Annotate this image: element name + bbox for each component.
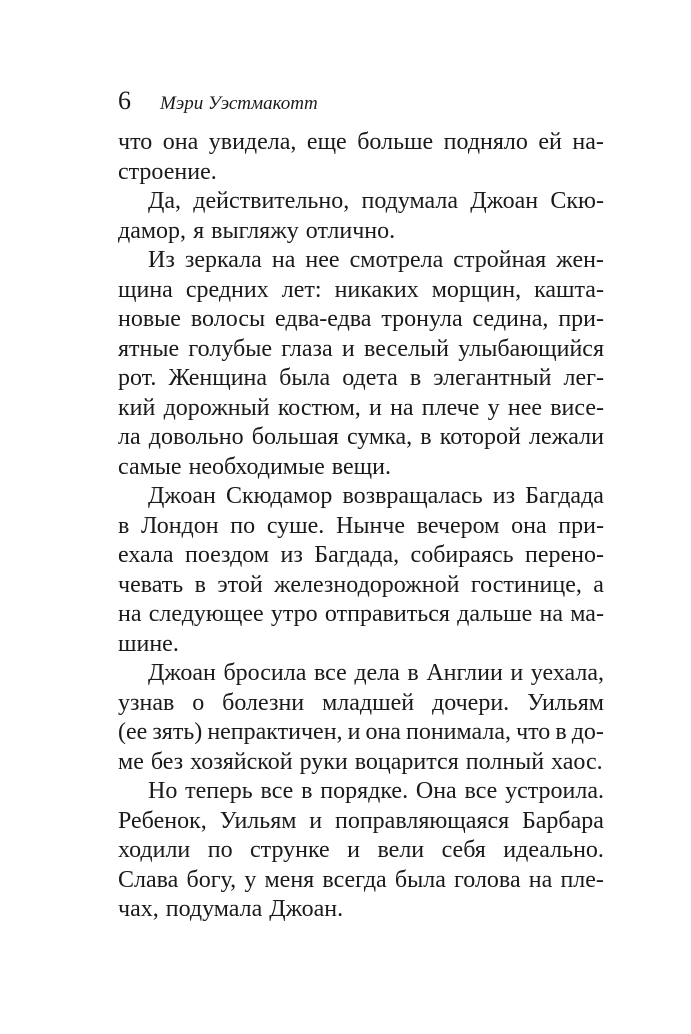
text-line: в Лондон по суше. Нынче вечером она при-	[118, 512, 604, 539]
text-line: на следующее утро отправиться дальше на ма-	[118, 601, 604, 627]
text-line: чах, подумала Джоан.	[118, 896, 344, 922]
running-header	[118, 86, 604, 128]
text-line: ятные голубые глаза и веселый улыбающийся	[118, 335, 604, 362]
text-line: шине.	[118, 630, 179, 657]
text-line: строение.	[118, 158, 217, 185]
text-line: Джоан Скюдамор возвращалась из Багдада	[148, 483, 604, 509]
text-line: узнав о болезни младшей дочери. Уильям	[118, 689, 604, 716]
text-line: новые волосы едва-едва тронула седина, при-	[118, 306, 604, 332]
text-line: рот. Женщина была одета в элегантный лег-	[118, 365, 604, 391]
text-line: ходили по струнке и вели себя идеально.	[118, 837, 604, 863]
text-line: самые необходимые вещи.	[118, 453, 391, 480]
running-header-author: Мэри Уэстмакотт	[160, 93, 318, 114]
text-line: Но теперь все в порядке. Она все устроила.	[148, 778, 604, 804]
text-line: чевать в этой железнодорожной гостинице, а	[118, 571, 604, 598]
text-line: дамор, я выгляжу отлично.	[118, 217, 396, 244]
text-line: Слава богу, у меня всегда была голова на пле-	[118, 866, 604, 893]
body-text	[118, 128, 604, 925]
text-line: ме без хозяйской руки воцарится полный хаос.	[118, 748, 603, 775]
text-line: Да, действительно, подумала Джоан Скю-	[148, 188, 604, 214]
text-line: (ее зять) непрактичен, и она понимала, что в до-	[118, 719, 604, 745]
text-line: Джоан бросила все дела в Англии и уехала,	[148, 660, 604, 686]
text-line: ехала поездом из Багдада, собираясь перено-	[118, 542, 604, 568]
text-line: ла довольно большая сумка, в которой лежали	[118, 424, 604, 450]
book-page	[118, 86, 604, 925]
page-number: 6	[118, 86, 131, 115]
text-line: кий дорожный костюм, и на плече у нее висе-	[118, 394, 604, 421]
text-line: что она увидела, еще больше подняло ей на-	[118, 129, 604, 155]
text-line: Ребенок, Уильям и поправляющаяся Барбара	[118, 807, 604, 834]
text-line: Из зеркала на нее смотрела стройная жен-	[148, 247, 604, 273]
text-line: щина средних лет: никаких морщин, кашта-	[118, 276, 604, 303]
